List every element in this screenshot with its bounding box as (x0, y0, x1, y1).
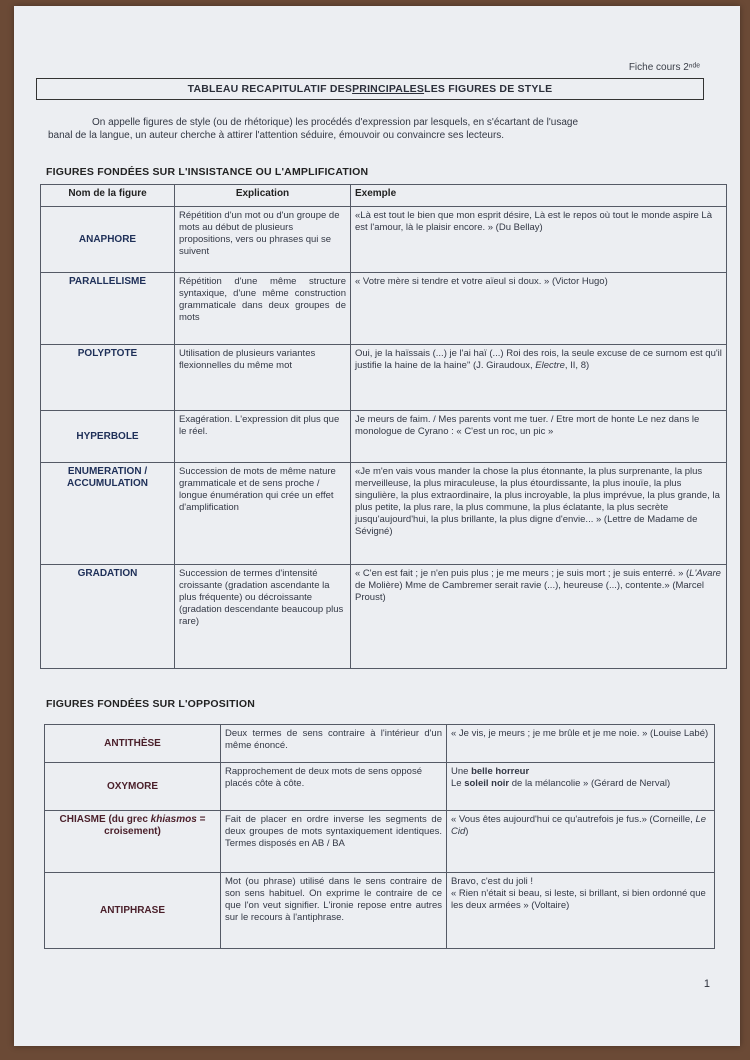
exemple-line-2: « Rien n'était si beau, si leste, si brillant, si bien ordonné que les deux armées » (Voltaire) (451, 888, 706, 911)
page-number: 1 (703, 978, 710, 990)
figure-name: HYPERBOLE (41, 411, 175, 463)
title-underlined: PRINCIPALES (352, 83, 425, 95)
figure-explication: Répétition d'une même structure syntaxique, d'une même construction grammaticale dans deux groupes de mots (175, 273, 351, 345)
figure-explication: Rapprochement de deux mots de sens opposé placés côte à côte. (221, 763, 447, 811)
figure-exemple (447, 763, 715, 811)
table-row (41, 273, 727, 345)
exemple-text: « Vous êtes aujourd'hui ce qu'autrefois je fus.» (Corneille, (451, 814, 696, 825)
exemple-end: de Molière) Mme de Cambremer serait ravie (...), heureuse (...), contente.» (Marcel Proust) (355, 580, 704, 603)
figure-explication: Utilisation de plusieurs variantes flexionnelles du même mot (175, 345, 351, 411)
exemple-bold-1: belle horreur (471, 766, 530, 777)
figure-name: ANAPHORE (41, 207, 175, 273)
col-header-exemple: Exemple (351, 185, 727, 207)
course-note: Fiche cours 2ⁿᵈᵉ (628, 62, 700, 73)
table-row (45, 811, 715, 873)
figure-name: ENUMERATION / ACCUMULATION (41, 463, 175, 565)
figure-exemple: «Je m'en vais vous mander la chose la plus étonnante, la plus surprenante, la plus merveilleuse, la plus miraculeuse, la plus étourdissante, la plus inouïe, la plus singulière, la plus extraordinaire, la plus incroyable, la plus imprévue, la plus grande, la plus petite, la plus rare, la plus commune, la plus éclatante, la plus secrète jusqu'aujourd'hui, la plus brillante, la plus digne d'envie... » (Lettre de Madame de Sévigné) (351, 463, 727, 565)
name-italic: khiasmos (150, 814, 197, 825)
figure-exemple (447, 873, 715, 949)
intro-line-1: On appelle figures de style (ou de rhétorique) les procédés d'expression par lesquels, en s'écartant de l'usage (92, 117, 579, 128)
table-row (41, 411, 727, 463)
name-pre: CHIASME (du grec (59, 814, 151, 825)
figure-name: OXYMORE (45, 763, 221, 811)
table-row (41, 207, 727, 273)
amplification-table (40, 184, 727, 669)
exemple-work: L'Avare (689, 568, 721, 579)
section-title-opposition: FIGURES FONDÉES SUR L'OPPOSITION (46, 698, 256, 710)
opposition-table (44, 724, 715, 949)
table-row (41, 565, 727, 669)
exemple-bold-2: soleil noir (464, 778, 510, 789)
table-row (41, 345, 727, 411)
name-post: = croisement) (104, 814, 206, 837)
figure-name: ANTIPHRASE (45, 873, 221, 949)
table-row (45, 725, 715, 763)
exemple-work: Electre (535, 360, 565, 371)
exemple-post: de la mélancolie » (Gérard de Nerval) (509, 778, 671, 789)
figure-explication: Succession de mots de même nature grammaticale et de sens proche / longue énumération qui crée un effet d'amplification (175, 463, 351, 565)
title-part2: LES FIGURES DE STYLE (424, 83, 553, 95)
section-title-amplification: FIGURES FONDÉES SUR L'INSISTANCE OU L'AMPLIFICATION (46, 166, 369, 178)
exemple-text: Oui, je la haïssais (...) je l'ai haï (...) Roi des rois, la seule excuse de ce surnom est qu'il justifie la haine de la haine" (J. Giraudoux, (355, 348, 722, 371)
exemple-end: , II, 8) (564, 360, 590, 371)
title-part1: TABLEAU RECAPITULATIF DES (187, 83, 353, 95)
figure-explication: Mot (ou phrase) utilisé dans le sens contraire de son sens habituel. On exprime le contraire de ce que l'on veut signifier. L'ironie repose entre autres sur le recours à l'antiphrase. (221, 873, 447, 949)
figure-exemple: « Votre mère si tendre et votre aïeul si doux. » (Victor Hugo) (351, 273, 727, 345)
figure-exemple (351, 565, 727, 669)
document-title (36, 78, 704, 100)
figure-explication: Fait de placer en ordre inverse les segments de deux groupes de mots syntaxiquement identiques. Termes disposés en AB / BA (221, 811, 447, 873)
figure-explication: Succession de termes d'intensité croissante (gradation ascendante la plus fréquente) ou décroissante (gradation descendante beaucoup plus rare) (175, 565, 351, 669)
table-row (45, 763, 715, 811)
figure-exemple: «Là est tout le bien que mon esprit désire, Là est le repos où tout le monde aspire Là est l'amour, là le plaisir encore. » (Du Bellay) (351, 207, 727, 273)
table-row (45, 873, 715, 949)
figure-name: ANTITHÈSE (45, 725, 221, 763)
figure-exemple: Je meurs de faim. / Mes parents vont me tuer. / Etre mort de honte Le nez dans le monologue de Cyrano : « C'est un roc, un pic » (351, 411, 727, 463)
table-row (41, 463, 727, 565)
figure-name: PARALLELISME (41, 273, 175, 345)
figure-name: POLYPTOTE (41, 345, 175, 411)
exemple-text: « C'en est fait ; je n'en puis plus ; je me meurs ; je suis mort ; je suis enterré. » ( (355, 568, 690, 579)
col-header-name: Nom de la figure (41, 185, 175, 207)
exemple-pre: Une (451, 766, 472, 777)
intro-line-2: banal de la langue, un auteur cherche à attirer l'attention séduire, émouvoir ou convaincre ses lecteurs. (48, 130, 505, 141)
figure-name (45, 811, 221, 873)
figure-exemple: « Je vis, je meurs ; je me brûle et je me noie. » (Louise Labé) (447, 725, 715, 763)
col-header-explication: Explication (175, 185, 351, 207)
table-header-row (41, 185, 727, 207)
exemple-mid: Le (451, 778, 465, 789)
figure-explication: Deux termes de sens contraire à l'intérieur d'un même énoncé. (221, 725, 447, 763)
intro-paragraph (48, 116, 698, 142)
document-page (14, 6, 740, 1046)
figure-explication: Exagération. L'expression dit plus que le réel. (175, 411, 351, 463)
figure-name: GRADATION (41, 565, 175, 669)
figure-explication: Répétition d'un mot ou d'un groupe de mots au début de plusieurs propositions, vers ou phrases qui se suivent (175, 207, 351, 273)
exemple-line-1: Bravo, c'est du joli ! (451, 876, 534, 887)
figure-exemple (351, 345, 727, 411)
figure-exemple (447, 811, 715, 873)
exemple-work: Le Cid (451, 814, 707, 837)
exemple-end: ) (465, 826, 469, 837)
